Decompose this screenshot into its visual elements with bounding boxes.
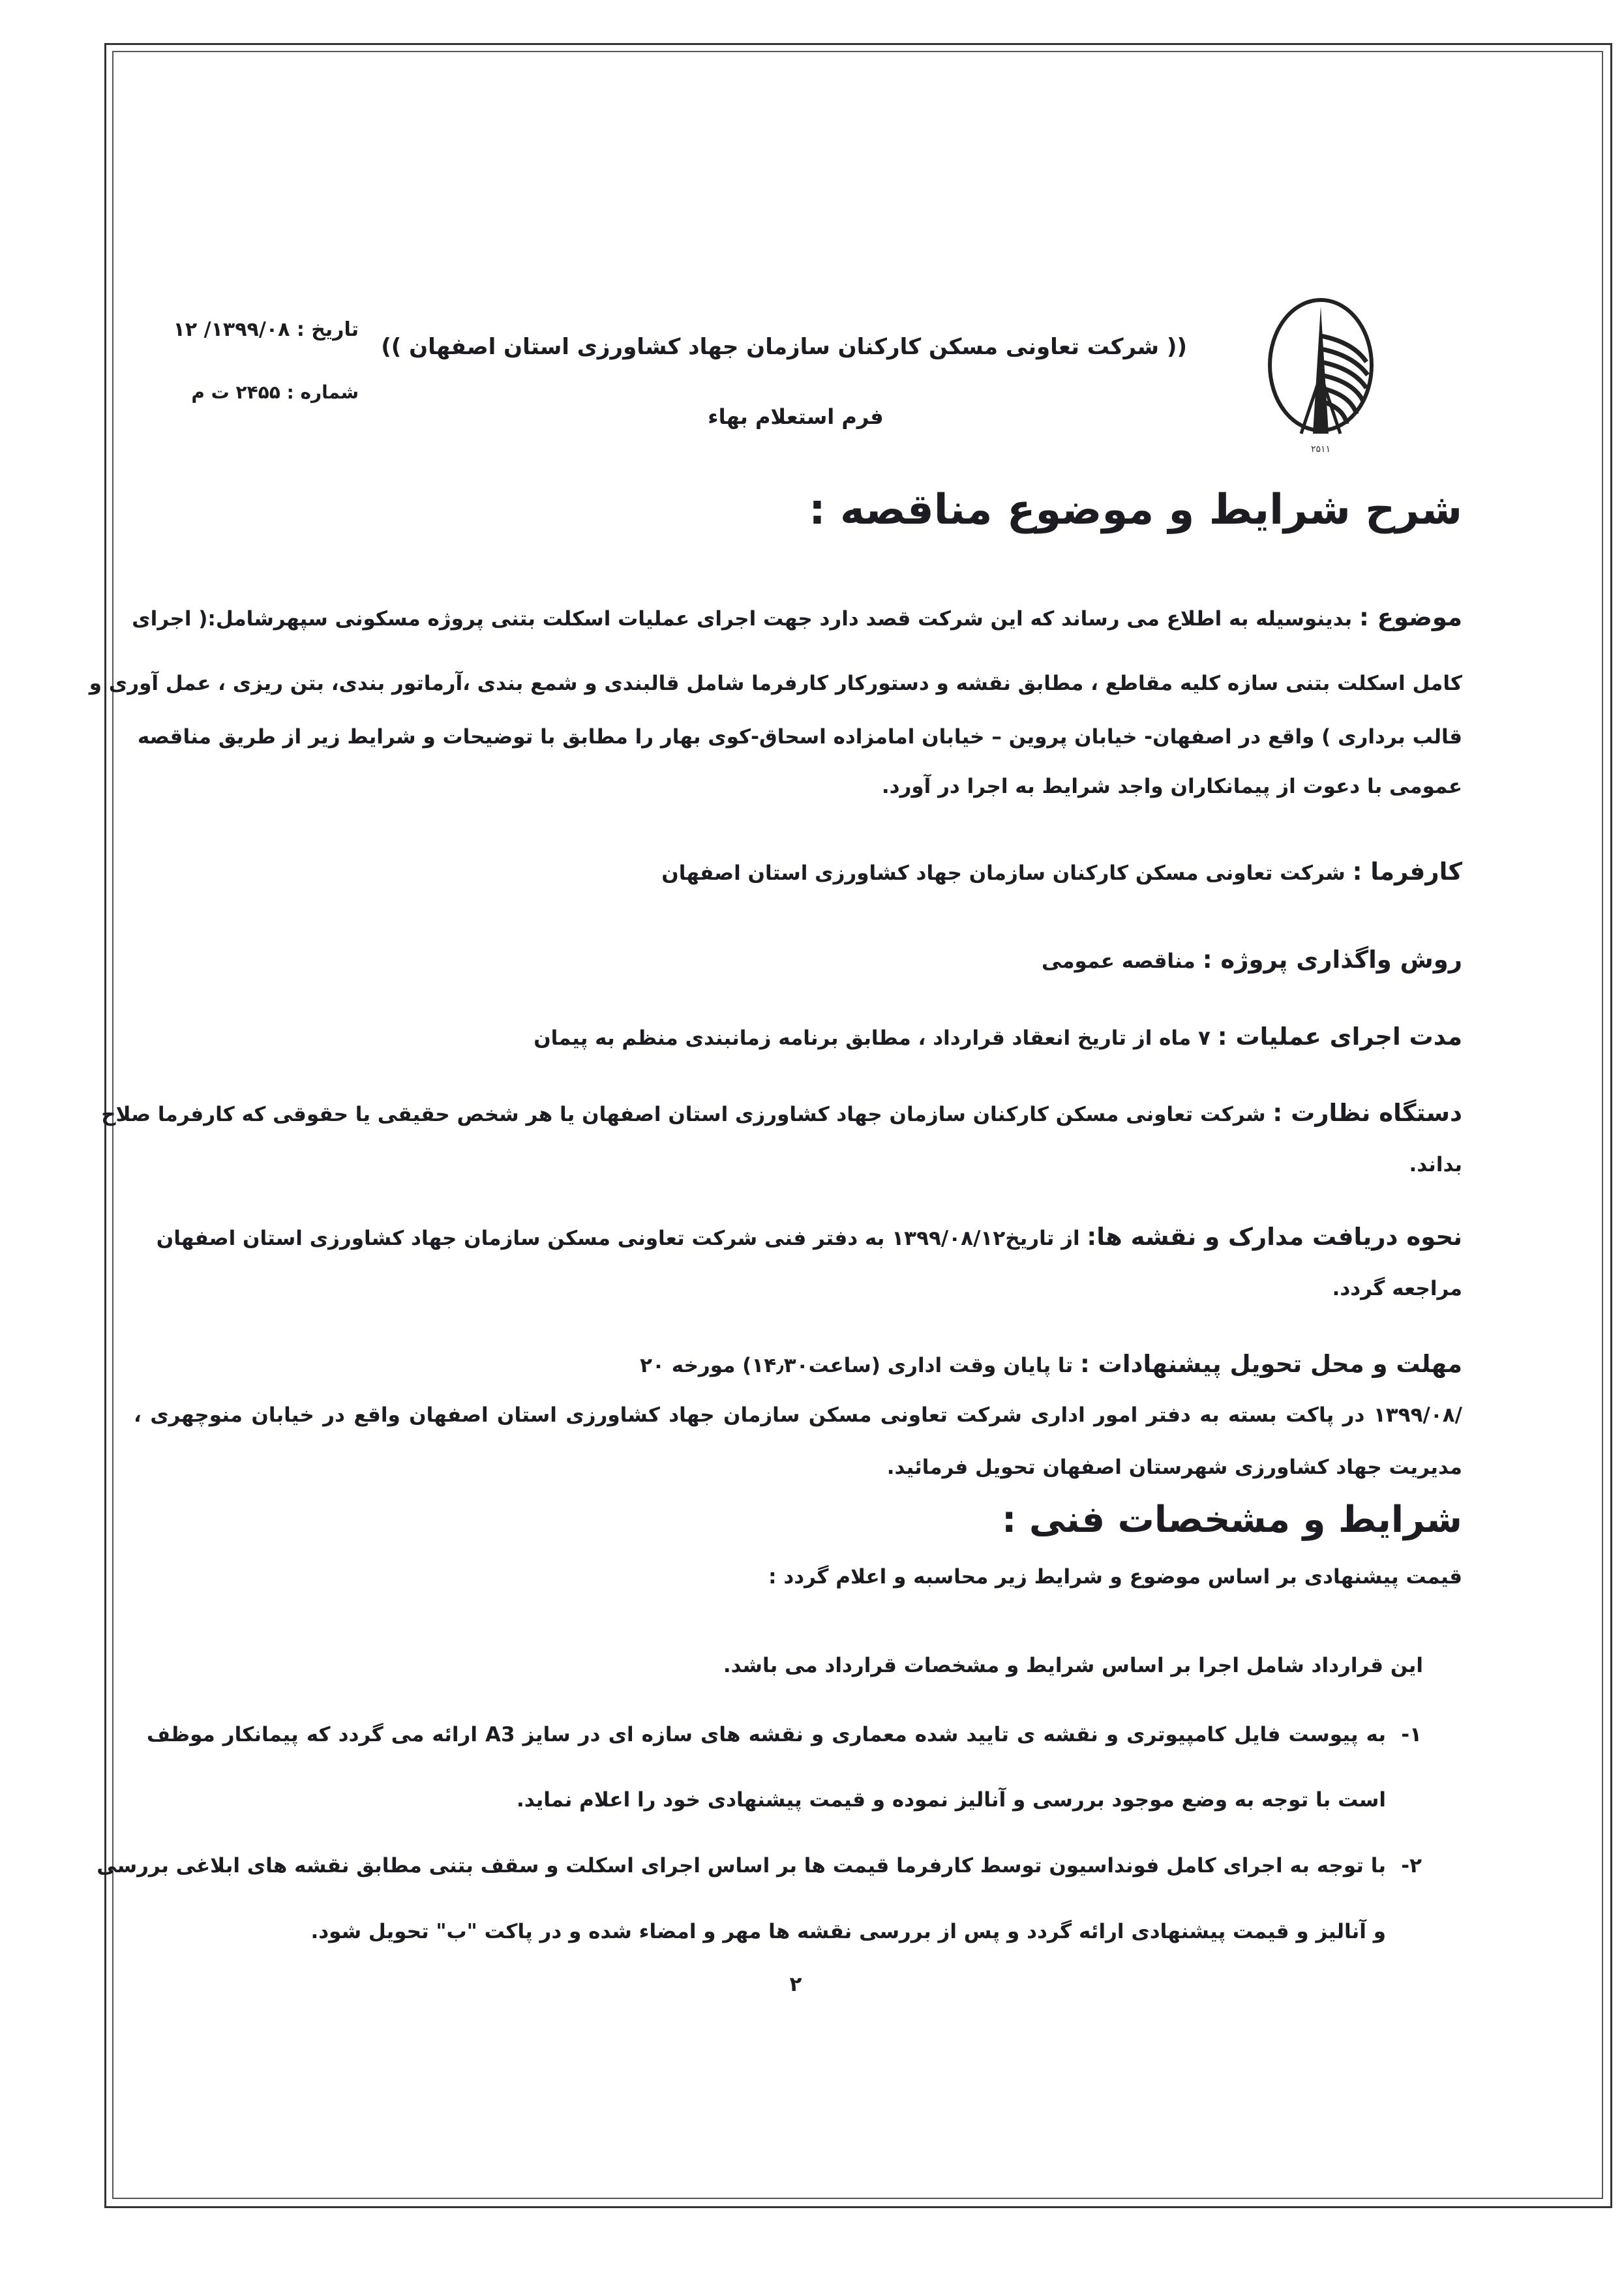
method-value: مناقصه عمومی xyxy=(1042,950,1195,973)
subject-label: موضوع : xyxy=(1359,603,1462,631)
subject-line-2: کامل اسکلت بتنی سازه کلیه مقاطع ، مطابق نقشه و دستورکار کارفرما شامل قالبندی و شمع بندی ،آرماتور بندی، بتن ریزی ، عمل آوری و xyxy=(89,672,1462,695)
subject-line-4: عمومی با دعوت از پیمانکاران واجد شرایط به اجرا در آورد. xyxy=(881,775,1462,798)
employer-value: شرکت تعاونی مسکن کارکنان سازمان جهاد کشاورزی استان اصفهان xyxy=(661,861,1346,885)
method-row xyxy=(158,946,1462,974)
section-heading-tender: شرح شرایط و موضوع مناقصه : xyxy=(809,486,1462,534)
contract-note: این قرارداد شامل اجرا بر اساس شرایط و مشخصات قرارداد می باشد. xyxy=(723,1654,1423,1677)
date-label: تاریخ : xyxy=(296,318,359,341)
company-name: (( شرکت تعاونی مسکن کارکنان سازمان جهاد کشاورزی استان اصفهان )) xyxy=(381,334,1187,360)
date-field xyxy=(173,318,359,341)
employer-row xyxy=(158,858,1462,886)
technical-intro: قیمت پیشنهادی بر اساس موضوع و شرایط زیر محاسبه و اعلام گردد : xyxy=(768,1565,1462,1589)
item-2-line-2: و آنالیز و قیمت پیشنهادی ارائه گردد و پس از بررسی نقشه ها مهر و امضاء شده و در پاکت "ب" تحویل شود. xyxy=(310,1920,1386,1943)
page-number: ۲ xyxy=(789,1973,802,1996)
item-1-line-1: به پیوست فایل کامپیوتری و نقشه ی تایید شده معماری و نقشه های سازه ای در سایز A3 ارائه می گردد که پیمانکار موظف xyxy=(147,1723,1386,1746)
svg-text:۲۵۱۱: ۲۵۱۱ xyxy=(1310,444,1331,455)
supervisor-text: شرکت تعاونی مسکن کارکنان سازمان جهاد کشاورزی استان اصفهان یا هر شخص حقیقی یا حقوقی که کارفرما صلاح xyxy=(101,1103,1266,1126)
duration-value: ۷ ماه از تاریخ انعقاد قرارداد ، مطابق برنامه زمانبندی منظم به پیمان xyxy=(534,1026,1210,1050)
documents-line-1 xyxy=(158,1223,1462,1251)
supervisor-line-2: بداند. xyxy=(1409,1153,1462,1176)
deadline-text: تا پایان وقت اداری (ساعت۱۴٫۳۰) مورخه ۲۰ xyxy=(640,1354,1074,1377)
deadline-label: مهلت و محل تحویل پیشنهادات : xyxy=(1079,1350,1462,1378)
number-label: شماره : xyxy=(286,382,359,403)
subject-text: بدینوسیله به اطلاع می رساند که این شرکت قصد دارد جهت اجرای عملیات اسکلت بتنی پروژه مسکونی سپهرشامل:( اجرای xyxy=(132,607,1353,631)
form-title: فرم استعلام بهاء xyxy=(708,404,884,429)
deadline-line-3: مدیریت جهاد کشاورزی شهرستان اصفهان تحویل فرمائید. xyxy=(886,1456,1462,1479)
employer-label: کارفرما : xyxy=(1352,858,1462,886)
number-field xyxy=(176,382,359,403)
duration-label: مدت اجرای عملیات : xyxy=(1217,1023,1462,1051)
subject-line-3: قالب برداری ) واقع در اصفهان- خیابان پروین – خیابان امامزاده اسحاق-کوی بهار را مطابق با توضیحات و شرایط زیر از طریق مناقصه xyxy=(137,725,1462,749)
subject-line-1 xyxy=(132,603,1462,631)
deadline-line-1 xyxy=(158,1350,1462,1378)
documents-line-2: مراجعه گردد. xyxy=(1332,1277,1462,1300)
deadline-line-2: /۱۳۹۹/۰۸ در پاکت بسته به دفتر امور اداری شرکت تعاونی مسکن سازمان جهاد کشاورزی استان اصفهان واقع در خیابان منوچهری ، xyxy=(134,1403,1462,1427)
item-2-line-1: با توجه به اجرای کامل فونداسیون توسط کارفرما قیمت ها بر اساس اجرای اسکلت و سقف بتنی مطابق نقشه های ابلاغی بررسی xyxy=(97,1854,1386,1878)
section-heading-technical: شرایط و مشخصات فنی : xyxy=(1002,1499,1462,1541)
number-value: ۲۴۵۵ ت م xyxy=(191,382,280,403)
supervisor-label: دستگاه نظارت : xyxy=(1272,1099,1462,1127)
item-1-number: ۱- xyxy=(1401,1723,1422,1746)
item-2-number: ۲- xyxy=(1401,1854,1422,1878)
supervisor-line-1 xyxy=(101,1099,1462,1127)
documents-text: از تاریخ۱۳۹۹/۰۸/۱۲ به دفتر فنی شرکت تعاونی مسکن سازمان جهاد کشاورزی استان اصفهان xyxy=(156,1227,1080,1250)
company-logo xyxy=(1256,297,1386,456)
date-value: ۱۳۹۹/۰۸/ ۱۲ xyxy=(173,318,290,341)
duration-row xyxy=(158,1023,1462,1051)
documents-label: نحوه دریافت مدارک و نقشه ها: xyxy=(1087,1223,1462,1251)
method-label: روش واگذاری پروژه : xyxy=(1202,946,1462,974)
item-1-line-2: است با توجه به وضع موجود بررسی و آنالیز نموده و قیمت پیشنهادی خود را اعلام نماید. xyxy=(516,1788,1386,1812)
